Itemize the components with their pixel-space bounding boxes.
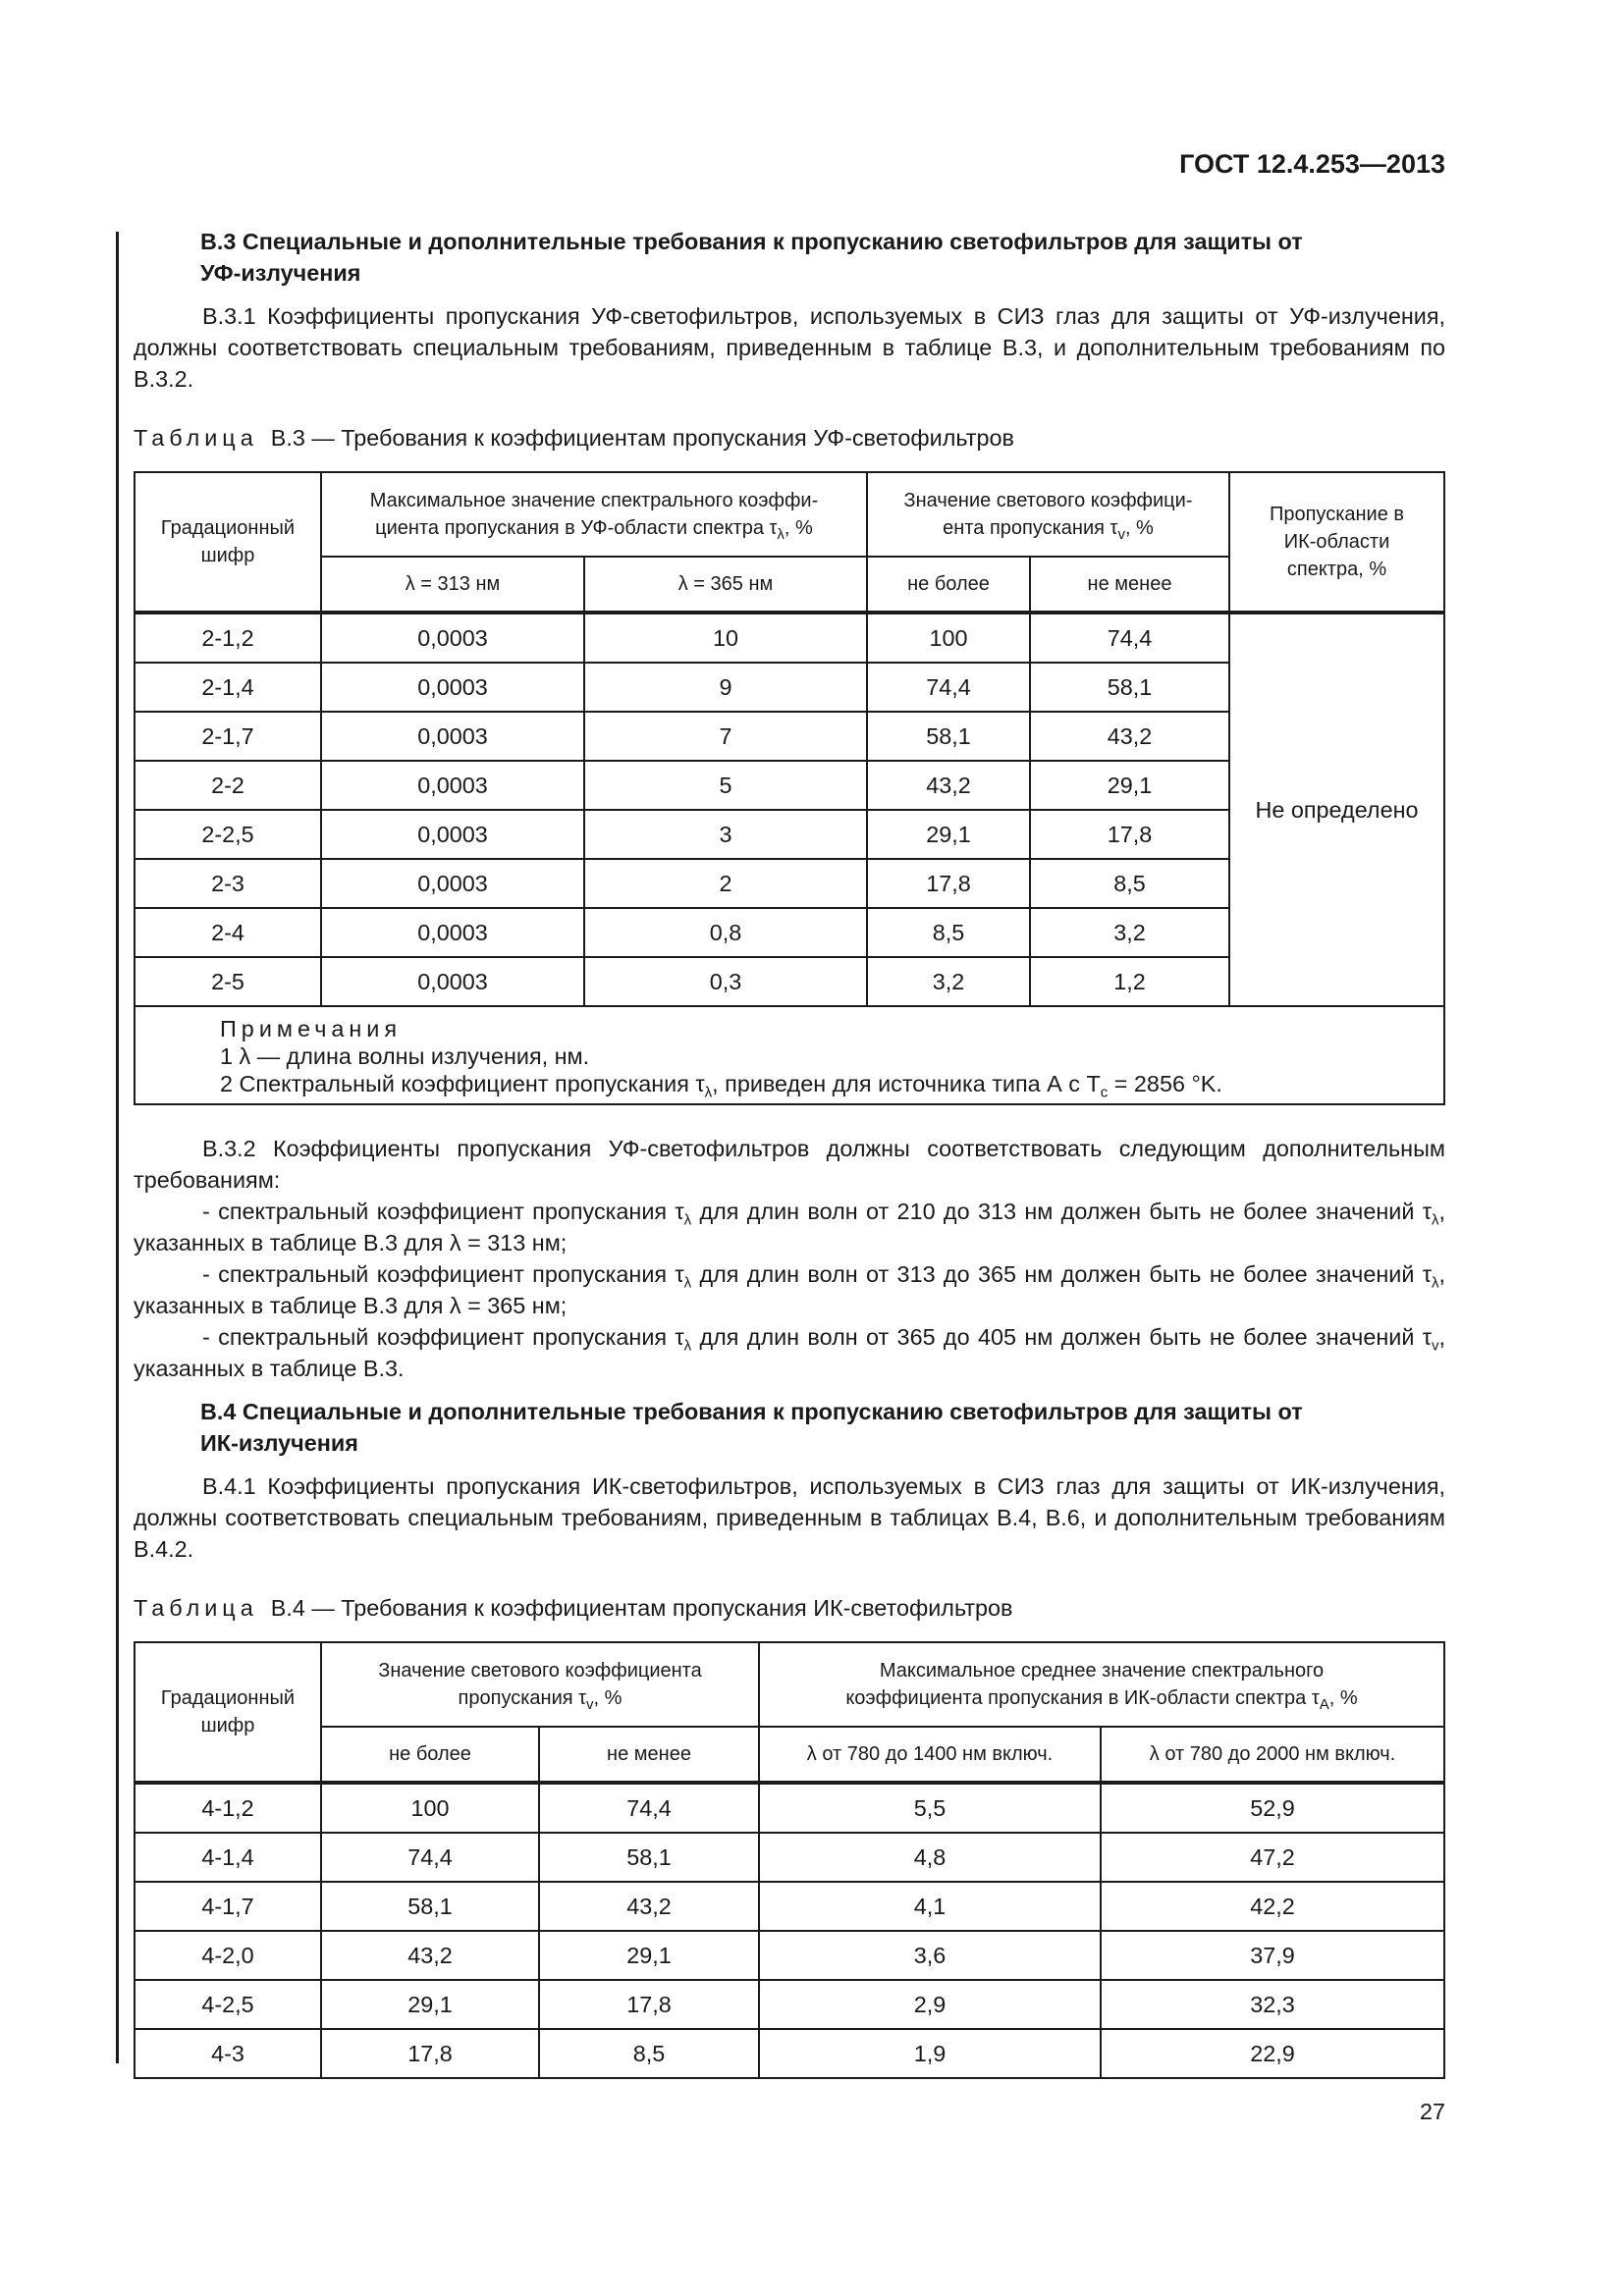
- section-b32-bullet-2: - спектральный коэффициент пропускания $\tau_\lambda$ для длин волн от 313 до 365 нм должен быть не более значений $\tau_\lambda$, указанных в таблице В.3 для λ = 365 нм;: [134, 1261, 1445, 1318]
- note-1: 1 λ — длина волны излучения, нм.: [220, 1043, 590, 1069]
- table-b3-subheader-max: не более: [867, 557, 1030, 613]
- page-content: [134, 226, 1445, 2079]
- table-row: 2-1,7 0,0003 7 58,1 43,2: [135, 712, 1444, 761]
- table-b3-subheader-min: не менее: [1030, 557, 1229, 613]
- table-row: 2-1,4 0,0003 9 74,4 58,1: [135, 663, 1444, 712]
- section-b3-title: В.3 Специальные и дополнительные требования к пропусканию светофильтров для защиты от УФ-излучения: [200, 229, 1303, 286]
- table-row: 4-3 17,8 8,5 1,9 22,9: [135, 2029, 1444, 2078]
- table-row: 4-2,5 29,1 17,8 2,9 32,3: [135, 1980, 1444, 2029]
- table-row: 4-1,2 100 74,4 5,5 52,9: [135, 1783, 1444, 1833]
- section-b3-paragraph: В.3.1 Коэффициенты пропускания УФ-светофильтров, используемых в СИЗ глаз для защиты от УФ-излучения, должны соответствовать специальным требованиям, приведенным в таблице В.3, и дополнительным требованиям по В.3.2.: [134, 303, 1445, 392]
- table-b3-header-luminous: Значение светового коэффици- ента пропускания $\tau_v$, %: [867, 472, 1229, 557]
- section-b32-intro: В.3.2 Коэффициенты пропускания УФ-светофильтров должны соответствовать следующим дополнительным требованиям:: [134, 1136, 1445, 1193]
- table-row: 2-2 0,0003 5 43,2 29,1: [135, 761, 1444, 810]
- table-b4-subheader-2000: λ от 780 до 2000 нм включ.: [1101, 1727, 1444, 1783]
- table-b3-ir-value: Не определено: [1229, 613, 1444, 1006]
- table-row: 2-1,2 0,0003 10 100 74,4 Не определено: [135, 613, 1444, 663]
- table-b4: [134, 1641, 1445, 2079]
- table-row: 2-2,5 0,0003 3 29,1 17,8: [135, 810, 1444, 859]
- table-b3-subheader-365: λ = 365 нм: [584, 557, 867, 613]
- table-row: 2-3 0,0003 2 17,8 8,5: [135, 859, 1444, 908]
- change-bar: [116, 232, 119, 2063]
- table-b3: [134, 471, 1445, 1105]
- table-b3-caption: Таблица В.3 — Требования к коэффициентам пропускания УФ-светофильтров: [134, 425, 1014, 451]
- section-b32-bullet-1: - спектральный коэффициент пропускания $\tau_\lambda$ для длин волн от 210 до 313 нм должен быть не более значений $\tau_\lambda$, указанных в таблице В.3 для λ = 313 нм;: [134, 1199, 1445, 1255]
- table-b3-subheader-313: λ = 313 нм: [321, 557, 584, 613]
- table-b4-subheader-max: не более: [321, 1727, 539, 1783]
- table-row: 2-4 0,0003 0,8 8,5 3,2: [135, 908, 1444, 957]
- table-b3-header-spectral: Максимальное значение спектрального коэффи- циента пропускания в УФ-области спектра $\tau_\lambda$, %: [321, 472, 867, 557]
- table-b4-subheader-1400: λ от 780 до 1400 нм включ.: [759, 1727, 1101, 1783]
- section-b32-bullet-3: - спектральный коэффициент пропускания $\tau_\lambda$ для длин волн от 365 до 405 нм должен быть не более значений $\tau_v$, указанных в таблице В.3.: [134, 1324, 1445, 1381]
- table-row: 4-2,0 43,2 29,1 3,6 37,9: [135, 1931, 1444, 1980]
- table-b4-header-gradation: Градационный шифр: [135, 1642, 321, 1783]
- table-b4-header-ir: Максимальное среднее значение спектрального коэффициента пропускания в ИК-области спектра $\tau_A$, %: [759, 1642, 1444, 1727]
- table-b3-header-gradation: Градационный шифр: [135, 472, 321, 613]
- table-row: 2-5 0,0003 0,3 3,2 1,2: [135, 957, 1444, 1006]
- section-b32: [134, 1133, 1445, 1384]
- page-number: 27: [1419, 2099, 1445, 2124]
- table-row: 4-1,4 74,4 58,1 4,8 47,2: [135, 1833, 1444, 1882]
- table-b4-caption: Таблица В.4 — Требования к коэффициентам пропускания ИК-светофильтров: [134, 1595, 1013, 1621]
- section-b4-paragraph: В.4.1 Коэффициенты пропускания ИК-светофильтров, используемых в СИЗ глаз для защиты от ИК-излучения, должны соответствовать специальным требованиям, приведенным в таблицах В.4, В.6, и дополнительным требованиям В.4.2.: [134, 1473, 1445, 1562]
- table-row: 4-1,7 58,1 43,2 4,1 42,2: [135, 1882, 1444, 1931]
- table-b3-notes: [135, 1006, 1444, 1104]
- table-b3-header-ir: Пропускание в ИК-области спектра, %: [1229, 472, 1444, 613]
- document-code: ГОСТ 12.4.253—2013: [1179, 149, 1445, 179]
- note-2: 2 Спектральный коэффициент пропускания $\tau_\lambda$, приведен для источника типа А с $T_c = 2856$ °K.: [220, 1071, 1222, 1101]
- section-b4-title: В.4 Специальные и дополнительные требования к пропусканию светофильтров для защиты от ИК-излучения: [200, 1399, 1303, 1456]
- table-b4-header-luminous: Значение светового коэффициента пропускания $\tau_v$, %: [321, 1642, 759, 1727]
- notes-title: Примечания: [220, 1016, 403, 1041]
- table-b4-subheader-min: не менее: [539, 1727, 759, 1783]
